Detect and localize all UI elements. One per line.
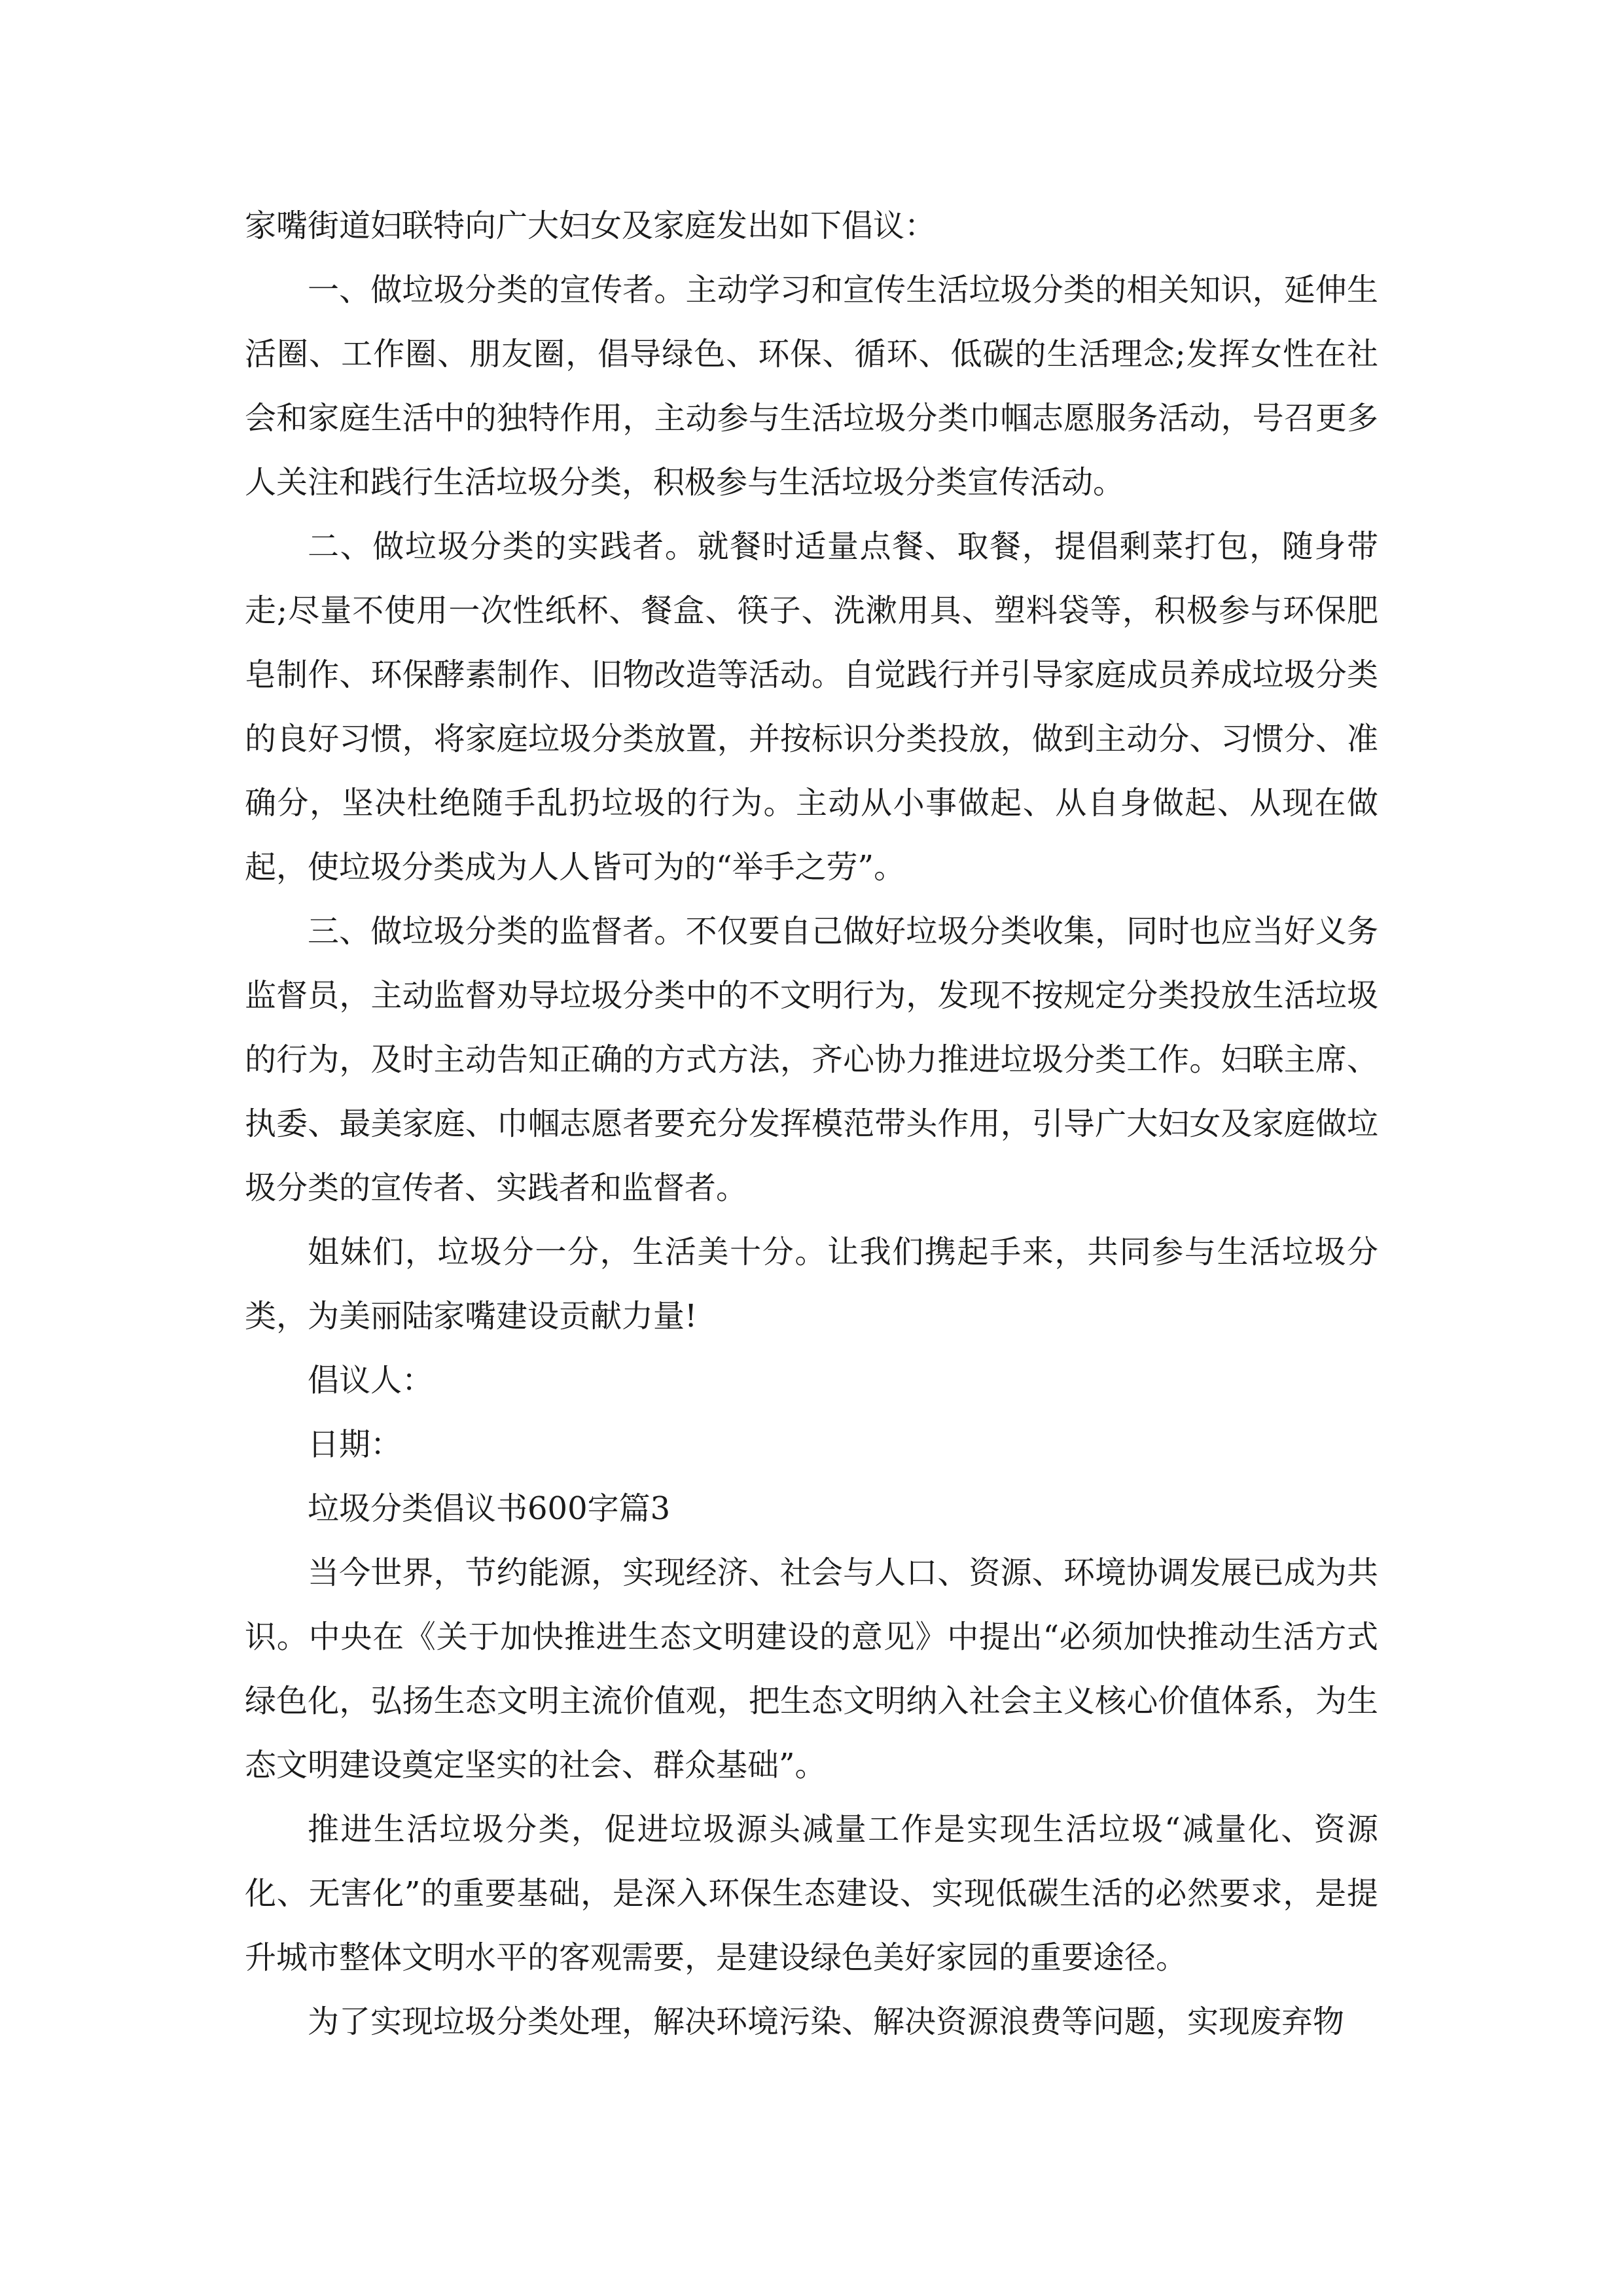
section-3-paragraph-1: 当今世界，节约能源，实现经济、社会与人口、资源、环境协调发展已成为共识。中央在《关于加快推进生态文明建设的意见》中提出“必须加快推动生活方式绿色化，弘扬生态文明主流价值观，把生态文明纳入社会主义核心价值体系，为生态文明建设奠定坚实的社会、群众基础”。: [245, 1554, 1378, 1784]
intro-paragraph: 家嘴街道妇联特向广大妇女及家庭发出如下倡议：: [245, 207, 936, 244]
section-3-paragraph-2: 推进生活垃圾分类，促进垃圾源头减量工作是实现生活垃圾“减量化、资源化、无害化”的重要基础，是深入环保生态建设、实现低碳生活的必然要求，是提升城市整体文明水平的客观需要，是建设绿色美好家园的重要途径。: [245, 1811, 1378, 1976]
document-body: [245, 194, 1378, 2054]
proposer-line: 倡议人：: [308, 1362, 434, 1399]
proposal-item-3: 三、做垃圾分类的监督者。不仅要自己做好垃圾分类收集，同时也应当好义务监督员，主动监督劝导垃圾分类中的不文明行为，发现不按规定分类投放生活垃圾的行为，及时主动告知正确的方式方法，齐心协力推进垃圾分类工作。妇联主席、执委、最美家庭、巾帼志愿者要充分发挥模范带头作用，引导广大妇女及家庭做垃圾分类的宣传者、实践者和监督者。: [245, 913, 1378, 1206]
proposal-item-1: 一、做垃圾分类的宣传者。主动学习和宣传生活垃圾分类的相关知识，延伸生活圈、工作圈、朋友圈，倡导绿色、环保、循环、低碳的生活理念;发挥女性在社会和家庭生活中的独特作用，主动参与生活垃圾分类巾帼志愿服务活动，号召更多人关注和践行生活垃圾分类，积极参与生活垃圾分类宣传活动。: [245, 272, 1378, 501]
date-line: 日期：: [308, 1426, 402, 1463]
proposal-item-2: 二、做垃圾分类的实践者。就餐时适量点餐、取餐，提倡剩菜打包，随身带走;尽量不使用一次性纸杯、餐盒、筷子、洗漱用具、塑料袋等，积极参与环保肥皂制作、环保酵素制作、旧物改造等活动。自觉践行并引导家庭成员养成垃圾分类的良好习惯，将家庭垃圾分类放置，并按标识分类投放，做到主动分、习惯分、准确分，坚决杜绝随手乱扔垃圾的行为。主动从小事做起、从自身做起、从现在做起，使垃圾分类成为人人皆可为的“举手之劳”。: [245, 528, 1378, 886]
closing-paragraph: 姐妹们，垃圾分一分，生活美十分。让我们携起手来，共同参与生活垃圾分类，为美丽陆家嘴建设贡献力量!: [245, 1234, 1378, 1335]
section-3-paragraph-3: 为了实现垃圾分类处理，解决环境污染、解决资源浪费等问题，实现废弃物: [308, 2003, 1345, 2040]
section-heading: 垃圾分类倡议书600字篇3: [308, 1490, 671, 1527]
